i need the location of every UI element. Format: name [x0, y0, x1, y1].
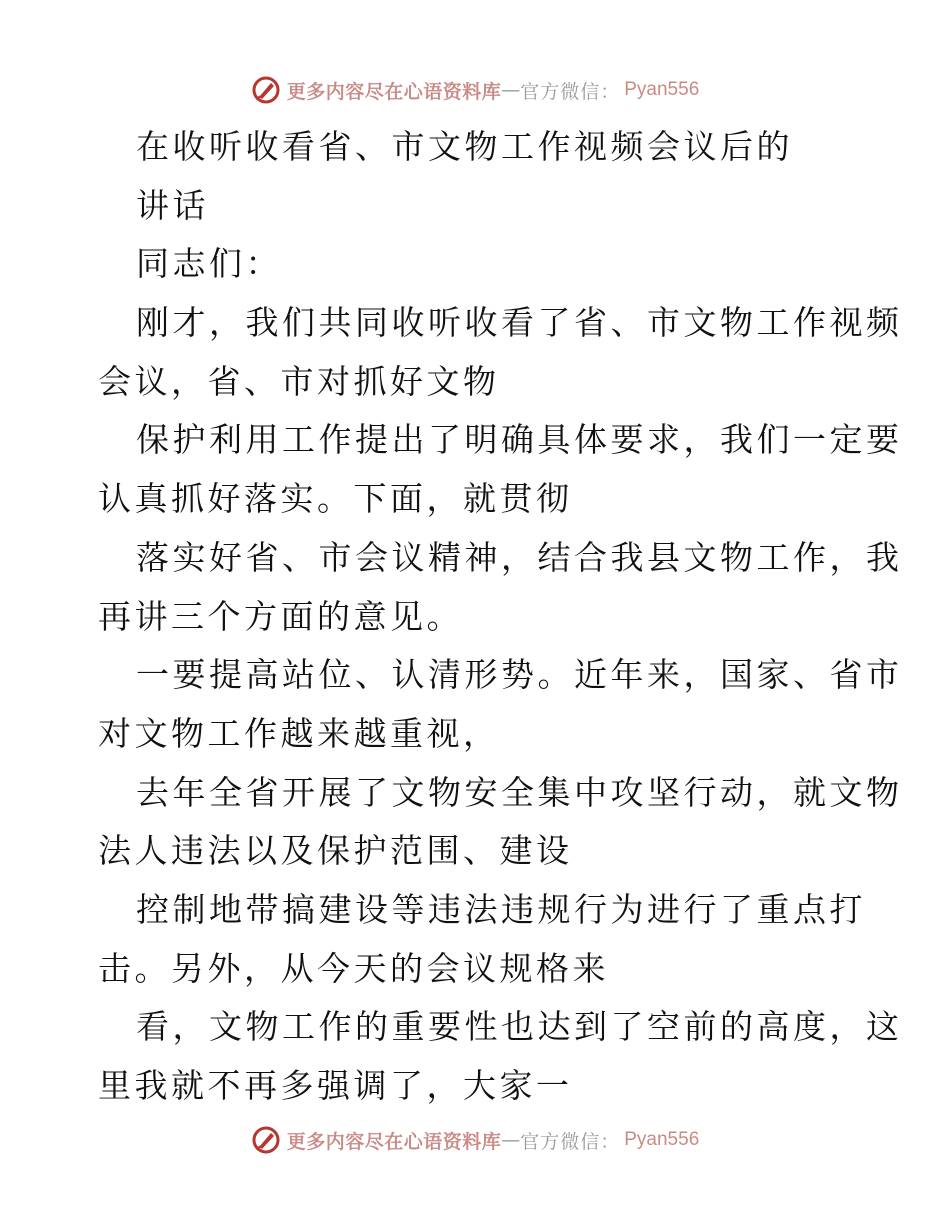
- text-line: 控制地带搞建设等违法违规行为进行了重点打: [136, 889, 866, 929]
- watermark-label: 官方微信：: [520, 1130, 621, 1153]
- text-line: 讲话: [136, 185, 209, 225]
- text-line: 落实好省、市会议精神，结合我县文物工作，我: [136, 537, 903, 577]
- text-line: 对文物工作越来越重视，: [98, 713, 500, 753]
- text-line: 去年全省开展了文物安全集中攻坚行动，就文物: [136, 772, 903, 812]
- watermark-id: Pyan556: [624, 1129, 700, 1150]
- footer-watermark: [0, 1120, 950, 1160]
- header-watermark: [0, 70, 950, 110]
- watermark-label: 官方微信：: [520, 80, 621, 103]
- text-line: 认真抓好落实。下面，就贯彻: [98, 479, 573, 519]
- text-line: 保护利用工作提出了明确具体要求，我们一定要: [136, 420, 903, 460]
- text-line: 刚才，我们共同收听收看了省、市文物工作视频: [136, 303, 903, 343]
- text-line: 里我就不再多强调了，大家一: [98, 1066, 573, 1105]
- text-line: 在收听收看省、市文物工作视频会议后的: [136, 127, 793, 166]
- document-body: [98, 118, 903, 1116]
- text-line: 法人违法以及保护范围、建设: [98, 831, 573, 871]
- watermark-dash: —: [501, 1129, 521, 1151]
- watermark-dash: —: [501, 79, 521, 101]
- watermark-brand: 更多内容尽在心语资料库: [286, 80, 502, 103]
- text-line: 会议，省、市对抓好文物: [98, 361, 500, 401]
- quill-logo-icon: [251, 75, 281, 105]
- quill-logo-icon: [251, 1125, 281, 1155]
- watermark-id: Pyan556: [624, 79, 700, 100]
- text-line: 击。另外，从今天的会议规格来: [98, 948, 609, 988]
- text-line: 再讲三个方面的意见。: [98, 596, 463, 636]
- watermark-brand: 更多内容尽在心语资料库: [286, 1130, 502, 1153]
- text-line: 看，文物工作的重要性也达到了空前的高度，这: [136, 1007, 903, 1047]
- text-line: 一要提高站位、认清形势。近年来，国家、省市: [136, 655, 903, 695]
- text-line: 同志们：: [136, 244, 282, 284]
